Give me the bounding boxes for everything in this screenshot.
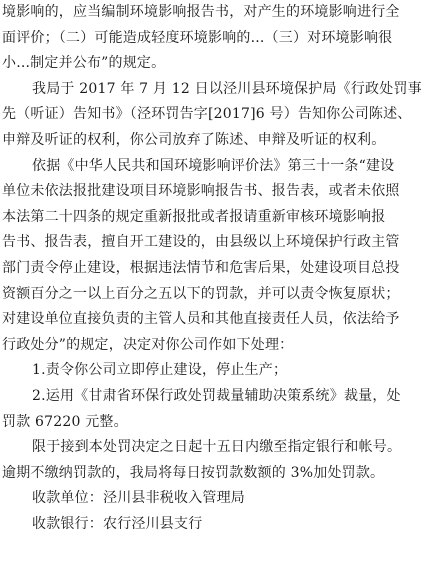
paragraph-line: 单位未依法报批建设项目环境影响报告书、报告表，或者未依照 bbox=[2, 183, 400, 200]
paragraph-line: 本法第二十四条的规定重新报批或者报请重新审核环境影响报 bbox=[2, 208, 386, 225]
paragraph-line: 我局于 2017 年 7 月 12 日以泾川县环境保护局《行政处罚事 bbox=[32, 80, 422, 97]
paragraph-line: 小...制定并公布”的规定。 bbox=[2, 55, 166, 72]
payee-line: 收款单位：泾川县非税收入管理局 bbox=[32, 490, 245, 507]
paragraph-line: 限于接到本处罚决定之日起十五日内缴至指定银行和帐号。 bbox=[32, 439, 402, 456]
paragraph-line: 先（听证）告知书》（泾环罚告字[2017]6 号）告知你公司陈述、 bbox=[2, 106, 412, 123]
paragraph-line: 逾期不缴纳罚款的，我局将每日按罚款数额的 3%加处罚款。 bbox=[2, 464, 385, 481]
paragraph-line: 资额百分之一以上百分之五以下的罚款，并可以责令恢复原状； bbox=[2, 285, 400, 302]
bank-line: 收款银行：农行泾川县支行 bbox=[32, 515, 203, 532]
paragraph-line: 行政处分”的规定，决定对你公司作如下处理： bbox=[2, 336, 294, 353]
paragraph-line: 境影响的，应当编制环境影响报告书，对产生的环境影响进行全 bbox=[2, 4, 400, 20]
paragraph-line: 对建设单位直接负责的主管人员和其他直接责任人员，依法给予 bbox=[2, 311, 400, 328]
list-item: 2.运用《甘肃省环保行政处罚裁量辅助决策系统》裁量，处 bbox=[32, 387, 401, 404]
paragraph-line: 部门责令停止建设，根据违法情节和危害后果，处建设项目总投 bbox=[2, 259, 400, 276]
paragraph-line: 面评价；（二）可能造成轻度环境影响的...（三）对环境影响很 bbox=[2, 29, 393, 46]
list-item: 1.责令你公司立即停止建设，停止生产； bbox=[32, 362, 288, 379]
paragraph-line: 申辩及听证的权利，你公司放弃了陈述、申辩及听证的权利。 bbox=[2, 131, 386, 148]
paragraph-line: 依据《中华人民共和国环境影响评价法》第三十一条“建设 bbox=[32, 157, 395, 174]
paragraph-line: 罚款 67220 元整。 bbox=[2, 413, 128, 430]
paragraph-line: 告书、报告表，擅自开工建设的，由县级以上环境保护行政主管 bbox=[2, 234, 400, 251]
